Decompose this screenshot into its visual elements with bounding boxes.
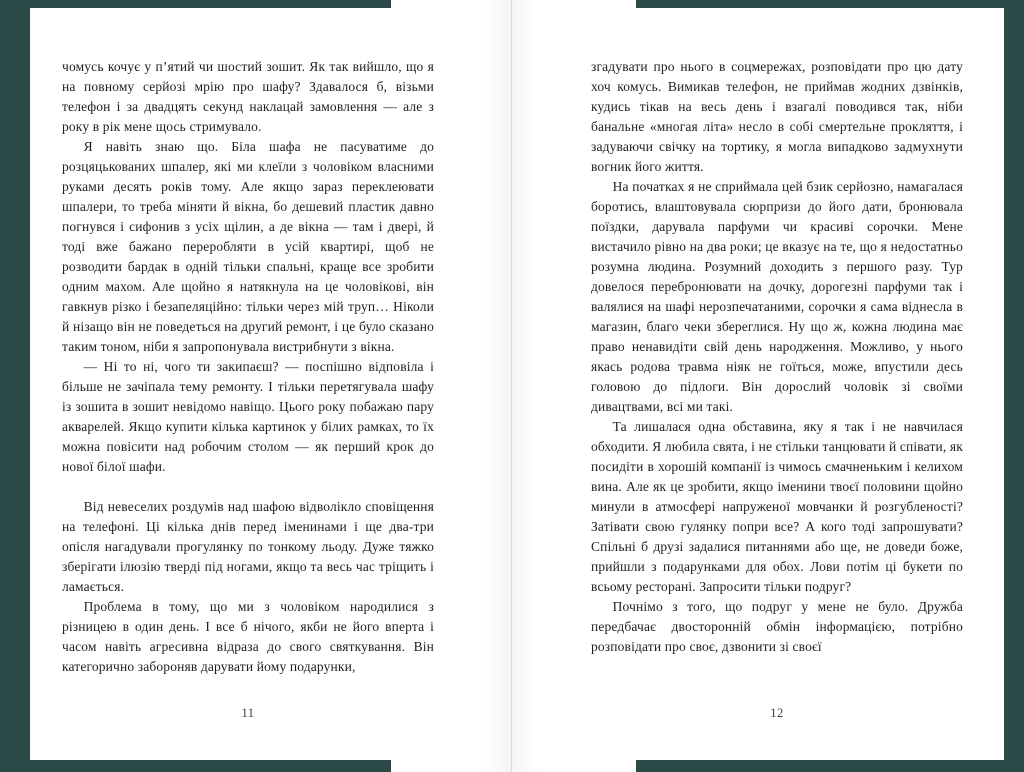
cover-edge-top-left: [0, 0, 391, 8]
spine-divider: [511, 0, 512, 772]
paragraph: — Ні то ні, чого ти закипаєш? — поспішно відповіла і більше не зачіпала тему ремонту. І тільки перетягувала шафу із зошита в зошит невідомо навіщо. Цього року побажаю пару акварелей. Якщо купити кілька картинок у білих рамках, то їх можна повісити над робочим столом — як перший крок до нової білої шафи.: [62, 359, 434, 474]
paragraph: Та лишалася одна обставина, яку я так і не навчилася обходити. Я любила свята, і не стільки танцювати й співати, як посидіти в хорошій компанії із чимось смачненьким і келихом вина. Але як це зробити, якщо іменини твоєї половини щойно минули в атмосфері напруженої мовчанки й розгубленості? Затівати свою гулянку попри все? А кого тоді запрошувати? Спільні б друзі задалися питаннями або ще, не доведи боже, прийшли з подарунками для обох. Лови потім ці букети по всьому ресторані. Запросити тільки подруг?: [591, 419, 963, 594]
page-left-text: [62, 57, 434, 677]
paragraph: чомусь кочує у п’ятий чи шостий зошит. Як так вийшло, що я на повному серйозі мрію про шафу? Здавалося б, візьми телефон і за двадцять секунд наклацай замовлення — але з року в рік мене щось стримувало.: [62, 59, 434, 134]
paragraph: Проблема в тому, що ми з чоловіком народилися з різницею в один день. І все б нічого, якби не його вперта і часом навіть агресивна відраза до свого святкування. Він категорично забороняв дарувати йому подарунки,: [62, 599, 434, 674]
paragraph: На початках я не сприймала цей бзик серйозно, намагалася боротись, влаштовувала сюрпризи до його дати, бронювала поїздки, дарувала парфуми чи красиві сорочки. Мене вистачило рівно на два роки; це вказує на те, що я недостатньо розумна людина. Розумний доходить з першого разу. Тур довелося перебронювати на дочку, дорогезні парфуми так і валялися на шафі нерозпечатаними, сорочки я сама віднесла в магазин, благо чеки збереглися. Ну що ж, кожна людина має право ненавидіти свій день народження. Можливо, у нього якась родова травма ніяк не гоїться, може, впустили десь головою до підлоги. Він дорослий чоловік зі своїми дивацтвами, всі ми такі.: [591, 179, 963, 414]
spine-shadow-right: [512, 0, 538, 772]
cover-edge-bottom-left: [0, 760, 391, 772]
spine-shadow-left: [485, 0, 511, 772]
paragraph: згадувати про нього в соцмережах, розповідати про цю дату хоч комусь. Вимикав телефон, не приймав жодних дзвінків, кудись тікав на весь день і взагалі поводився так, ніби банальне «многая літа» несло в собі смертельне прокляття, і задуваючи свічку на тортику, я могла випадково задмухнути вогник його життя.: [591, 59, 963, 174]
cover-edge-bottom-right: [636, 760, 1024, 772]
page-number-left: 11: [241, 706, 255, 720]
cover-edge-left: [0, 0, 30, 772]
cover-edge-right: [1004, 0, 1024, 772]
paragraph: Від невеселих роздумів над шафою відволікло сповіщення на телефоні. Ці кілька днів перед іменинами і ще два-три опісля нагадували прогулянку по тонкому льоду. Дуже тяжко зберігати ілюзію тверді під ногами, якщо та весь час тріщить і ламається.: [62, 499, 434, 594]
cover-edge-top-right: [636, 0, 1024, 8]
paragraph: Я навіть знаю що. Біла шафа не пасуватиме до розцяцькованих шпалер, які ми клеїли з чоловіком власними руками десять років тому. Але якщо зараз переклеювати шпалери, то треба міняти й вікна, бо дешевий пластик давно погнувся і сифонив з усіх щілин, а де вікна — там і двері, й тоді вже бажано переробляти в усій квартирі, щоб не розводити бардак в одній тільки спальні, краще все зробити одним махом. Але щойно я натякнула на це чоловікові, він гавкнув різко і безапеляційно: тільки через мій труп… Ніколи й нізащо він не поведеться на другий ремонт, і це було сказано таким тоном, ніби я запропонувала вистрибнути з вікна.: [62, 139, 434, 354]
page-number-right: 12: [770, 706, 784, 720]
paragraph: Почнімо з того, що подруг у мене не було. Дружба передбачає двосторонній обмін інформацією, потрібно розповідати про своє, дзвонити зі своєї: [591, 599, 963, 654]
page-right-text: [591, 57, 963, 657]
